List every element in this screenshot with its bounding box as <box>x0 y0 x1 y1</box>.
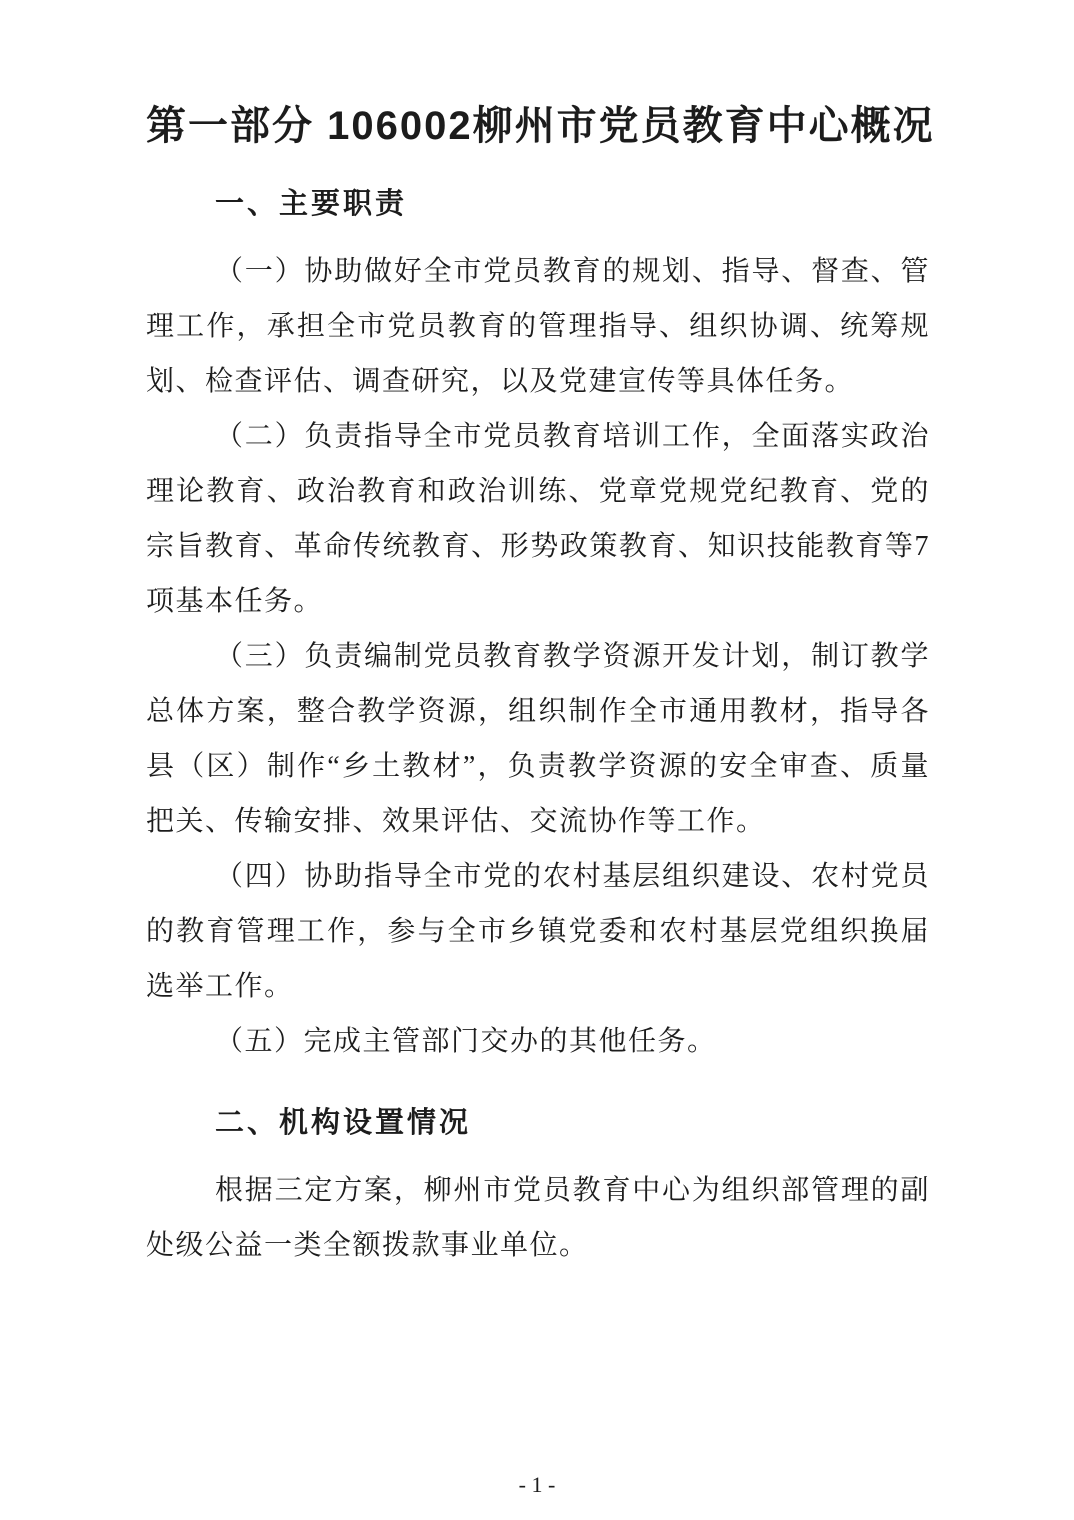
document-content <box>0 96 1074 1273</box>
paragraph-duty-5: （五）完成主管部门交办的其他任务。 <box>215 1026 717 1057</box>
paragraph-duty-1: （一）协助做好全市党员教育的规划、指导、督查、管理工作，承担全市党员教育的管理指导、组织协调、统筹规划、检查评估、调查研究，以及党建宣传等具体任务。 <box>146 256 930 397</box>
section-heading-main-duties: 一、主要职责 <box>215 188 408 220</box>
page-number: - 1 - <box>518 1472 556 1497</box>
section-heading-organization-setup: 二、机构设置情况 <box>215 1107 472 1139</box>
paragraph-duty-2: （二）负责指导全市党员教育培训工作，全面落实政治理论教育、政治教育和政治训练、党章党规党纪教育、党的宗旨教育、革命传统教育、形势政策教育、知识技能教育等7项基本任务。 <box>146 421 930 617</box>
paragraph-duty-3: （三）负责编制党员教育教学资源开发计划，制订教学总体方案，整合教学资源，组织制作全市通用教材，指导各县（区）制作“乡土教材”，负责教学资源的安全审查、质量把关、传输安排、效果评估、交流协作等工作。 <box>146 641 930 837</box>
section-organization-setup <box>146 1105 930 1273</box>
paragraph-duty-4: （四）协助指导全市党的农村基层组织建设、农村党员的教育管理工作，参与全市乡镇党委和农村基层党组织换届选举工作。 <box>146 861 930 1002</box>
section-main-duties <box>146 186 930 1069</box>
paragraph-organization-1: 根据三定方案，柳州市党员教育中心为组织部管理的副处级公益一类全额拨款事业单位。 <box>146 1175 930 1261</box>
page-title: 第一部分 106002柳州市党员教育中心概况 <box>146 104 935 148</box>
